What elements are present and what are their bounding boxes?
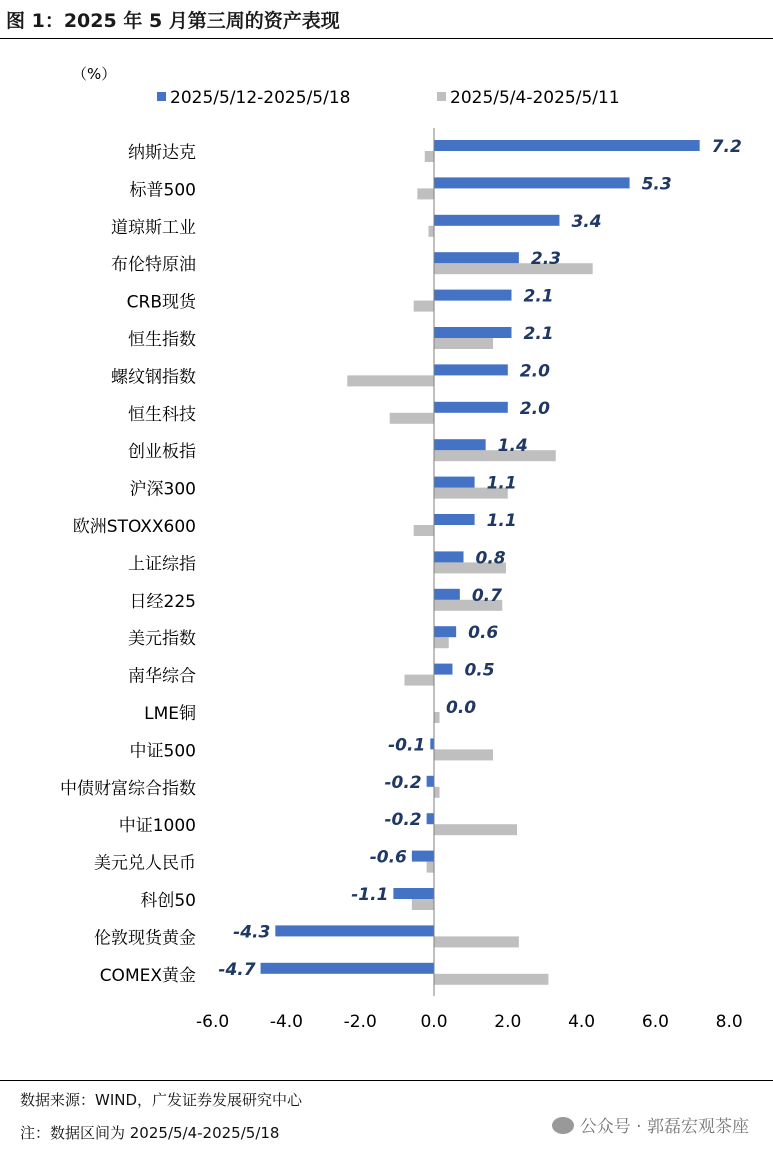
- category-label-17: 中债财富综合指数: [60, 778, 196, 799]
- value-label-21: -4.3: [233, 922, 271, 943]
- legend-swatch-previous: [437, 92, 446, 101]
- bar-previous-7: [390, 413, 434, 424]
- bar-current-19: [412, 851, 434, 862]
- value-label-11: 0.8: [475, 548, 506, 569]
- value-label-18: -0.2: [384, 810, 422, 831]
- legend-swatch-current: [157, 92, 166, 101]
- figure-title: 图 1：2025 年 5 月第三周的资产表现: [6, 10, 340, 32]
- data-source: 数据来源：WIND，广发证券发展研究中心: [20, 1091, 303, 1109]
- bar-previous-2: [428, 226, 434, 237]
- x-tick-3: 0.0: [420, 1012, 448, 1032]
- x-tick-0: -6.0: [196, 1012, 230, 1032]
- wechat-icon: [552, 1117, 574, 1134]
- value-label-3: 2.3: [530, 249, 561, 270]
- bar-previous-15: [434, 712, 440, 723]
- value-label-19: -0.6: [369, 847, 407, 868]
- bar-previous-22: [434, 974, 548, 985]
- value-label-15: 0.0: [446, 698, 477, 718]
- category-label-18: 中证1000: [118, 816, 196, 837]
- bar-current-20: [393, 888, 434, 899]
- bar-current-7: [434, 402, 508, 413]
- category-label-21: 伦敦现货黄金: [94, 928, 196, 949]
- value-label-5: 2.1: [523, 324, 554, 344]
- legend: [157, 88, 620, 108]
- value-label-4: 2.1: [523, 286, 554, 307]
- value-label-14: 0.5: [464, 660, 495, 681]
- bar-previous-16: [434, 749, 493, 760]
- category-label-9: 沪深300: [129, 479, 196, 500]
- bar-current-12: [434, 589, 460, 600]
- x-tick-labels: [196, 1012, 743, 1032]
- bar-previous-1: [417, 188, 434, 199]
- value-label-10: 1.1: [486, 511, 517, 531]
- bar-previous-18: [434, 824, 517, 835]
- bar-previous-6: [347, 375, 434, 386]
- value-label-2: 3.4: [571, 211, 602, 232]
- category-label-7: 恒生科技: [128, 404, 196, 425]
- bar-current-5: [434, 327, 511, 338]
- value-label-13: 0.6: [468, 623, 499, 644]
- bar-current-9: [434, 477, 475, 488]
- category-label-15: LME铜: [144, 704, 196, 724]
- value-label-20: -1.1: [351, 885, 389, 905]
- value-label-16: -0.1: [388, 735, 426, 756]
- category-label-4: CRB现货: [126, 292, 196, 313]
- bar-current-8: [434, 439, 486, 450]
- bar-current-1: [434, 177, 630, 188]
- bar-current-22: [261, 963, 434, 974]
- category-label-19: 美元兑人民币: [94, 853, 196, 874]
- data-note: 注：数据区间为 2025/5/4-2025/5/18: [20, 1124, 280, 1142]
- bar-previous-13: [434, 637, 449, 648]
- bar-current-14: [434, 664, 452, 675]
- watermark-text: 公众号 · 郭磊宏观茶座: [579, 1117, 749, 1137]
- bar-current-21: [275, 925, 434, 936]
- category-label-20: 科创50: [140, 891, 196, 911]
- bar-current-13: [434, 626, 456, 637]
- bar-current-11: [434, 551, 464, 562]
- category-label-5: 恒生指数: [128, 330, 196, 350]
- bar-previous-8: [434, 450, 556, 461]
- x-tick-4: 2.0: [494, 1012, 522, 1032]
- bar-current-4: [434, 290, 511, 301]
- watermark: [552, 1112, 749, 1137]
- category-label-2: 道琼斯工业: [111, 217, 196, 238]
- bar-current-6: [434, 364, 508, 375]
- bar-previous-4: [414, 301, 434, 312]
- bar-previous-0: [425, 151, 434, 162]
- x-tick-2: -2.0: [343, 1012, 377, 1032]
- category-label-13: 美元指数: [128, 629, 196, 650]
- bar-previous-20: [412, 899, 434, 910]
- category-label-10: 欧洲STOXX600: [72, 517, 196, 537]
- bar-previous-21: [434, 936, 519, 947]
- bar-current-3: [434, 252, 519, 263]
- value-label-8: 1.4: [497, 436, 528, 457]
- category-label-16: 中证500: [129, 741, 196, 762]
- legend-label-current: 2025/5/12-2025/5/18: [170, 88, 351, 108]
- value-label-9: 1.1: [486, 473, 517, 494]
- value-label-12: 0.7: [471, 585, 502, 606]
- bar-current-2: [434, 215, 559, 226]
- unit-label: （%）: [72, 65, 117, 83]
- category-label-14: 南华综合: [128, 666, 196, 687]
- bar-current-18: [427, 813, 434, 824]
- category-label-1: 标普500: [129, 180, 196, 201]
- category-label-22: COMEX黄金: [99, 965, 196, 986]
- category-label-8: 创业板指: [128, 442, 196, 463]
- value-label-1: 5.3: [641, 174, 672, 195]
- category-label-11: 上证综指: [128, 554, 196, 575]
- x-tick-7: 8.0: [715, 1012, 743, 1032]
- value-label-7: 2.0: [519, 398, 550, 419]
- bar-previous-5: [434, 338, 493, 349]
- bar-previous-14: [404, 675, 434, 686]
- category-label-12: 日经225: [129, 591, 196, 612]
- category-labels: [60, 143, 197, 986]
- category-label-6: 螺纹钢指数: [111, 367, 196, 388]
- x-tick-6: 6.0: [641, 1012, 669, 1032]
- x-tick-1: -4.0: [269, 1012, 303, 1032]
- bar-previous-3: [434, 263, 593, 274]
- bar-current-10: [434, 514, 475, 525]
- value-label-0: 7.2: [711, 137, 742, 157]
- unit-label-group: [72, 65, 116, 83]
- category-label-3: 布伦特原油: [111, 255, 196, 276]
- value-label-6: 2.0: [519, 361, 550, 382]
- bar-previous-19: [427, 862, 434, 873]
- value-label-17: -0.2: [384, 772, 422, 793]
- category-label-0: 纳斯达克: [128, 143, 196, 163]
- x-tick-5: 4.0: [568, 1012, 596, 1032]
- legend-label-previous: 2025/5/4-2025/5/11: [450, 88, 620, 108]
- bar-current-0: [434, 140, 700, 151]
- bar-previous-10: [414, 525, 434, 536]
- bar-current-16: [430, 738, 434, 749]
- bar-current-17: [427, 776, 434, 787]
- footer-rule: [0, 1080, 773, 1081]
- value-label-22: -4.7: [218, 959, 256, 980]
- bar-previous-17: [434, 787, 440, 798]
